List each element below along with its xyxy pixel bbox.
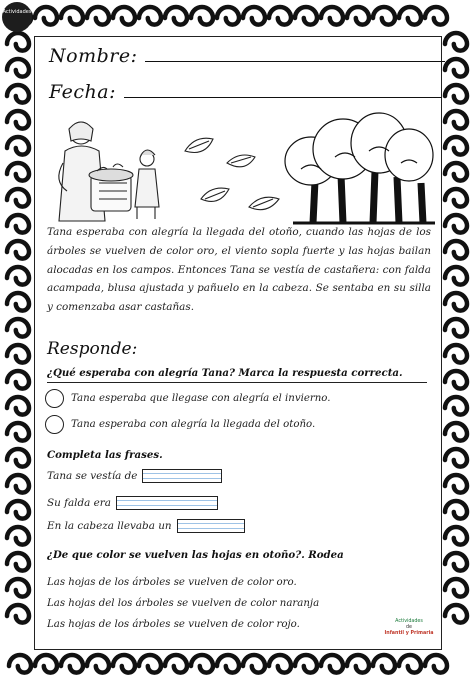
frame-loop: [347, 7, 369, 25]
name-input-line[interactable]: [145, 61, 445, 62]
frame-loop: [445, 553, 467, 571]
frame-loop: [191, 7, 213, 25]
corner-logo-text: Actividades: [2, 9, 32, 15]
frame-loop: [7, 137, 29, 155]
frame-loop: [7, 579, 29, 597]
frame-loop: [35, 7, 57, 25]
frame-loop: [139, 7, 161, 25]
frame-loop: [139, 655, 161, 673]
name-label: Nombre:: [49, 45, 138, 67]
fill-row-3-label: En la cabeza llevaba un: [47, 520, 172, 532]
brand-line-1: Actividades: [395, 619, 423, 624]
date-field-row: [49, 81, 442, 103]
frame-loop: [445, 33, 467, 51]
frame-loop: [373, 7, 395, 25]
frame-loop: [321, 7, 343, 25]
frame-loop: [7, 475, 29, 493]
fill-row-3-blank[interactable]: [177, 519, 245, 533]
colores-question: ¿De que color se vuelven las hojas en otoño?. Rodea: [47, 549, 344, 561]
story-paragraph: Tana esperaba con alegría la llegada del otoño, cuando las hojas de los árboles se vuelven de color oro, el viento sopla fuerte y las hojas bailan alocadas en los campos. Entonces Tana se vestía de castañera: con falda acampada, blusa ajustada y pañuelo en la cabeza. Se sentaba en su silla y comenzaba asar castañas.: [47, 226, 431, 314]
fill-row-2-blank[interactable]: [116, 496, 218, 510]
frame-loop: [35, 655, 57, 673]
question-1-underline: [47, 382, 427, 383]
frame-loop: [7, 189, 29, 207]
frame-loop: [445, 241, 467, 259]
illustration: [43, 111, 435, 229]
frame-loop: [7, 59, 29, 77]
frame-loop: [445, 423, 467, 441]
autumn-trees: [285, 113, 435, 223]
frame-loop: [399, 655, 421, 673]
name-field-row: [49, 45, 445, 67]
frame-loop: [321, 655, 343, 673]
color-answer-naranja[interactable]: Las hojas del los árboles se vuelven de color naranja: [47, 598, 320, 609]
frame-loop: [445, 397, 467, 415]
frame-loop: [7, 293, 29, 311]
option-2-radio[interactable]: [45, 415, 64, 434]
fill-row-2: [47, 496, 218, 510]
frame-loop: [399, 7, 421, 25]
frame-loop: [7, 527, 29, 545]
frame-loop: [9, 655, 31, 673]
frame-loop: [347, 655, 369, 673]
frame-loop: [243, 655, 265, 673]
fill-row-2-label: Su falda era: [47, 497, 111, 509]
frame-loop: [445, 111, 467, 129]
frame-loop: [445, 85, 467, 103]
frame-loop: [7, 371, 29, 389]
frame-loop: [445, 345, 467, 363]
frame-loop: [445, 501, 467, 519]
option-1-text: Tana esperaba que llegase con alegría el invierno.: [71, 393, 331, 404]
frame-loop: [87, 655, 109, 673]
frame-loop: [7, 111, 29, 129]
color-answer-rojo[interactable]: Las hojas de los árboles se vuelven de color rojo.: [47, 619, 300, 630]
frame-loop: [7, 241, 29, 259]
frame-loop: [113, 7, 135, 25]
frame-loop: [7, 449, 29, 467]
worksheet-page: [34, 36, 442, 650]
frame-loop: [445, 163, 467, 181]
frame-loop: [7, 605, 29, 623]
frame-loop: [113, 655, 135, 673]
frame-loop: [61, 655, 83, 673]
frame-loop: [7, 319, 29, 337]
frame-loop: [295, 655, 317, 673]
frame-loop: [61, 7, 83, 25]
frame-loop: [217, 7, 239, 25]
frame-loop: [445, 215, 467, 233]
frame-loop: [295, 7, 317, 25]
frame-loop: [87, 7, 109, 25]
fill-row-1: [47, 469, 222, 483]
frame-loop: [445, 59, 467, 77]
frame-loop: [445, 267, 467, 285]
frame-loop: [445, 293, 467, 311]
frame-loop: [445, 137, 467, 155]
frame-loop: [445, 449, 467, 467]
frame-loop: [243, 7, 265, 25]
date-label: Fecha:: [49, 81, 116, 103]
option-1[interactable]: [45, 389, 331, 408]
frame-loop: [445, 319, 467, 337]
frame-loop: [7, 85, 29, 103]
option-2[interactable]: [45, 415, 315, 434]
frame-loop: [7, 345, 29, 363]
frame-loop: [445, 605, 467, 623]
frame-loop: [269, 7, 291, 25]
corner-logo: [2, 2, 32, 32]
frame-loop: [191, 655, 213, 673]
option-2-text: Tana esperaba con alegría la llegada del otoño.: [71, 419, 316, 430]
frame-loop: [7, 397, 29, 415]
frame-loop: [7, 501, 29, 519]
frame-loop: [445, 475, 467, 493]
option-1-radio[interactable]: [45, 389, 64, 408]
frame-loop: [445, 189, 467, 207]
chestnut-seller-illustration: [59, 122, 159, 221]
frame-loop: [425, 655, 447, 673]
frame-loop: [373, 655, 395, 673]
falling-leaves: [185, 138, 279, 209]
fill-row-3: [47, 519, 245, 533]
frame-loop: [445, 527, 467, 545]
frame-loop: [7, 163, 29, 181]
frame-loop: [165, 655, 187, 673]
frame-loop: [165, 7, 187, 25]
frame-loop: [425, 7, 447, 25]
frame-loop: [445, 371, 467, 389]
completa-title: Completa las frases.: [47, 449, 163, 461]
brand-line-2: de: [406, 625, 412, 630]
fill-row-1-label: Tana se vestía de: [47, 470, 138, 482]
frame-loop: [445, 579, 467, 597]
brand-logo: [381, 619, 437, 645]
date-input-line[interactable]: [124, 97, 442, 98]
frame-loop: [7, 423, 29, 441]
frame-loop: [269, 655, 291, 673]
question-1: ¿Qué esperaba con alegría Tana? Marca la respuesta correcta.: [47, 367, 403, 379]
frame-loop: [217, 655, 239, 673]
frame-loop: [7, 553, 29, 571]
responde-title: Responde:: [47, 339, 138, 359]
fill-row-1-blank[interactable]: [142, 469, 222, 483]
frame-loop: [7, 267, 29, 285]
frame-loop: [7, 33, 29, 51]
brand-line-3: Infantil y Primaria: [384, 631, 434, 636]
frame-loop: [7, 215, 29, 233]
color-answer-oro[interactable]: Las hojas de los árboles se vuelven de color oro.: [47, 577, 297, 588]
